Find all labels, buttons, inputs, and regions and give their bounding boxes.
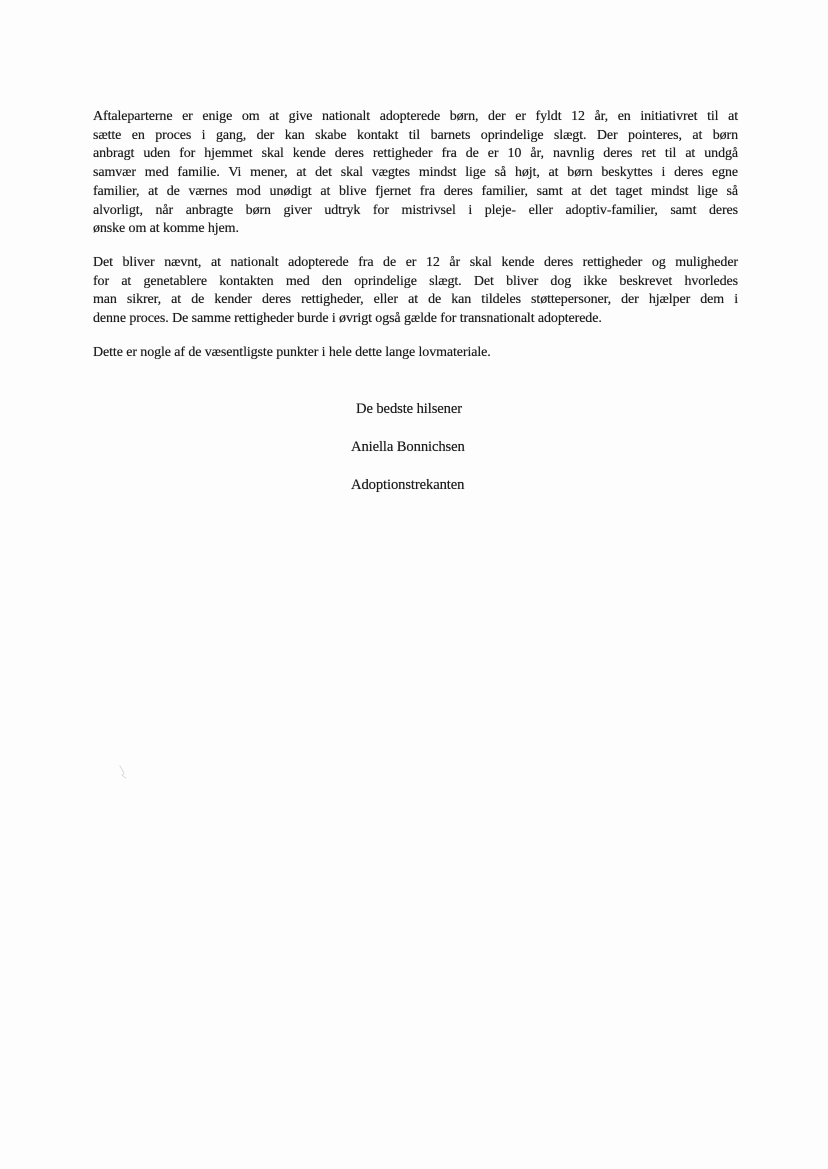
text-line: Det bliver nævnt, at nationalt adopterede fra de er 12 år skal kende deres rettigheder og muligheder <box>93 255 738 270</box>
text-line: familier, at de værnes mod unødigt at blive fjernet fra deres familier, samt at det taget mindst lige så <box>93 183 738 199</box>
signatory-name: Aniella Bonnichsen <box>351 439 465 455</box>
paragraph-2 <box>93 254 738 329</box>
text-line: anbragt uden for hjemmet skal kende deres rettigheder fra de er 10 år, navnlig deres ret til at undgå <box>93 146 738 162</box>
organization-name: Adoptionstrekanten <box>351 477 465 493</box>
salutation-line: De bedste hilsener <box>356 401 462 417</box>
text-line: man sikrer, at de kender deres rettigheder, eller at de kan tildeles støttepersoner, der hjælper dem i <box>93 292 738 308</box>
paragraph-3 <box>93 344 738 363</box>
text-line: denne proces. De samme rettigheder burde i øvrigt også gælde for transnationalt adopterede. <box>93 311 602 327</box>
text-line: ønske om at komme hjem. <box>93 221 239 237</box>
text-line: sætte en proces i gang, der kan skabe kontakt til barnets oprindelige slægt. Der pointeres, at børn <box>93 127 738 143</box>
text-line: alvorligt, når anbragte børn giver udtryk for mistrivsel i pleje- eller adoptiv-familier, samt deres <box>93 202 738 218</box>
closing-block <box>351 400 465 514</box>
text-line: for at genetablere kontakten med den oprindelige slægt. Det bliver dog ikke beskrevet hvorledes <box>93 273 738 289</box>
text-line: Aftaleparterne er enige om at give nationalt adopterede børn, der er fyldt 12 år, en initiativret til at <box>93 109 738 124</box>
paragraph-1 <box>93 108 738 239</box>
text-line: samvær med familie. Vi mener, at det skal vægtes mindst lige så højt, at børn beskyttes i deres egne <box>93 165 738 181</box>
scan-smudge-artifact <box>117 764 131 780</box>
text-line: Dette er nogle af de væsentligste punkter i hele dette lange lovmateriale. <box>93 345 491 360</box>
